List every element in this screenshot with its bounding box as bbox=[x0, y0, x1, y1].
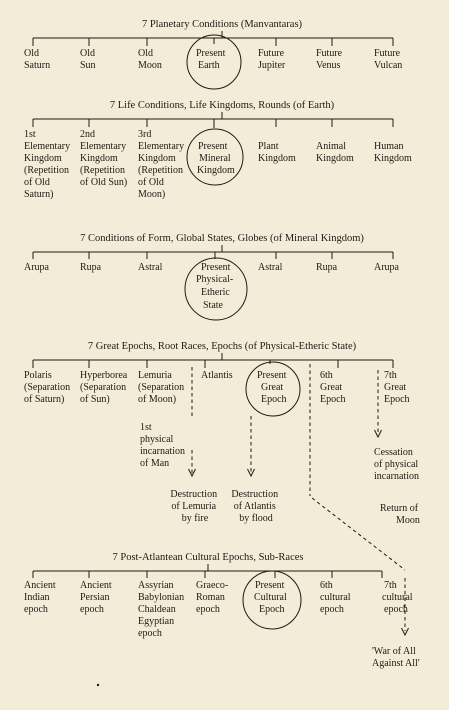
section-title: 7 Planetary Conditions (Manvantaras) bbox=[141, 19, 303, 30]
item-7th-cultural-epoch: 7th cultural epoch bbox=[382, 580, 413, 615]
section-title: 7 Conditions of Form, Global States, Globes (of Mineral Kingdom) bbox=[80, 233, 364, 244]
item-arupa-2: Arupa bbox=[374, 262, 399, 273]
item-lemuria: Lemuria (Separation of Moon) bbox=[138, 370, 185, 405]
item-astral-2: Astral bbox=[258, 262, 283, 273]
item-6th-great-epoch: 6th Great Epoch bbox=[320, 370, 346, 405]
item-plant-kingdom: Plant Kingdom bbox=[258, 141, 296, 164]
item-future-jupiter: Future Jupiter bbox=[258, 48, 286, 71]
item-animal-kingdom: Animal Kingdom bbox=[316, 141, 354, 164]
note-destruction-of-atlantis: Destruction of Atlantis by flood bbox=[231, 489, 279, 524]
item-hyperborea: Hyperborea (Separation of Sun) bbox=[80, 370, 128, 405]
item-2nd-elementary-kingdom: 2nd Elementary Kingdom (Repetition of Old Sun) bbox=[80, 129, 128, 188]
item-present-cultural-epoch: Present Cultural Epoch bbox=[254, 580, 287, 615]
item-present-earth: Present Earth bbox=[196, 48, 226, 71]
item-6th-cultural-epoch: 6th cultural epoch bbox=[320, 580, 351, 615]
item-future-venus: Future Venus bbox=[316, 48, 343, 71]
section-title: 7 Life Conditions, Life Kingdoms, Rounds (of Earth) bbox=[109, 100, 335, 111]
section-post-atlantean-epochs bbox=[24, 552, 420, 669]
item-astral: Astral bbox=[138, 262, 163, 273]
item-1st-elementary-kingdom: 1st Elementary Kingdom (Repetition of Old Saturn) bbox=[24, 129, 71, 200]
item-old-sun: Old Sun bbox=[80, 48, 96, 71]
section-title: 7 Great Epochs, Root Races, Epochs (of Physical-Etheric State) bbox=[87, 341, 357, 352]
note-1st-physical-incarnation: 1st physical incarnation of Man bbox=[140, 422, 185, 469]
section-great-epochs bbox=[24, 341, 421, 570]
item-rupa-2: Rupa bbox=[316, 262, 338, 273]
item-present-great-epoch: Present Great Epoch bbox=[257, 370, 287, 405]
section-planetary-conditions bbox=[24, 19, 403, 89]
item-polaris: Polaris (Separation of Saturn) bbox=[24, 370, 71, 405]
item-rupa: Rupa bbox=[80, 262, 102, 273]
item-future-vulcan: Future Vulcan bbox=[374, 48, 403, 71]
note-cessation-of-physical-incarnation: Cessation of physical incarnation bbox=[374, 447, 419, 482]
item-3rd-elementary-kingdom: 3rd Elementary Kingdom (Repetition of Old Moon) bbox=[138, 129, 185, 200]
note-return-of-moon: Return of Moon bbox=[380, 503, 420, 526]
item-graeco-roman-epoch: Graeco- Roman epoch bbox=[196, 580, 229, 615]
item-old-moon: Old Moon bbox=[138, 48, 162, 71]
note-destruction-of-lemuria: Destruction of Lemuria by fire bbox=[170, 489, 218, 524]
item-old-saturn: Old Saturn bbox=[24, 48, 51, 71]
note-war-of-all-against-all: 'War of All Against All' bbox=[372, 646, 420, 669]
section-title: 7 Post-Atlantean Cultural Epochs, Sub-Races bbox=[112, 552, 304, 563]
section-life-conditions bbox=[24, 100, 412, 200]
item-ancient-persian-epoch: Ancient Persian epoch bbox=[80, 580, 112, 615]
section-conditions-of-form bbox=[24, 233, 400, 320]
item-arupa: Arupa bbox=[24, 262, 49, 273]
item-present-physical-etheric-state: Present Physical- Etheric State bbox=[196, 262, 234, 311]
item-atlantis: Atlantis bbox=[201, 370, 233, 381]
item-ancient-indian-epoch: Ancient Indian epoch bbox=[24, 580, 56, 615]
print-speck bbox=[97, 684, 99, 686]
item-assyrian-babylonian-epoch: Assyrian Babylonian Chaldean Egyptian epoch bbox=[138, 580, 185, 639]
item-7th-great-epoch: 7th Great Epoch bbox=[384, 370, 410, 405]
item-human-kingdom: Human Kingdom bbox=[374, 141, 412, 164]
item-present-mineral-kingdom: Present Mineral Kingdom bbox=[197, 141, 235, 176]
